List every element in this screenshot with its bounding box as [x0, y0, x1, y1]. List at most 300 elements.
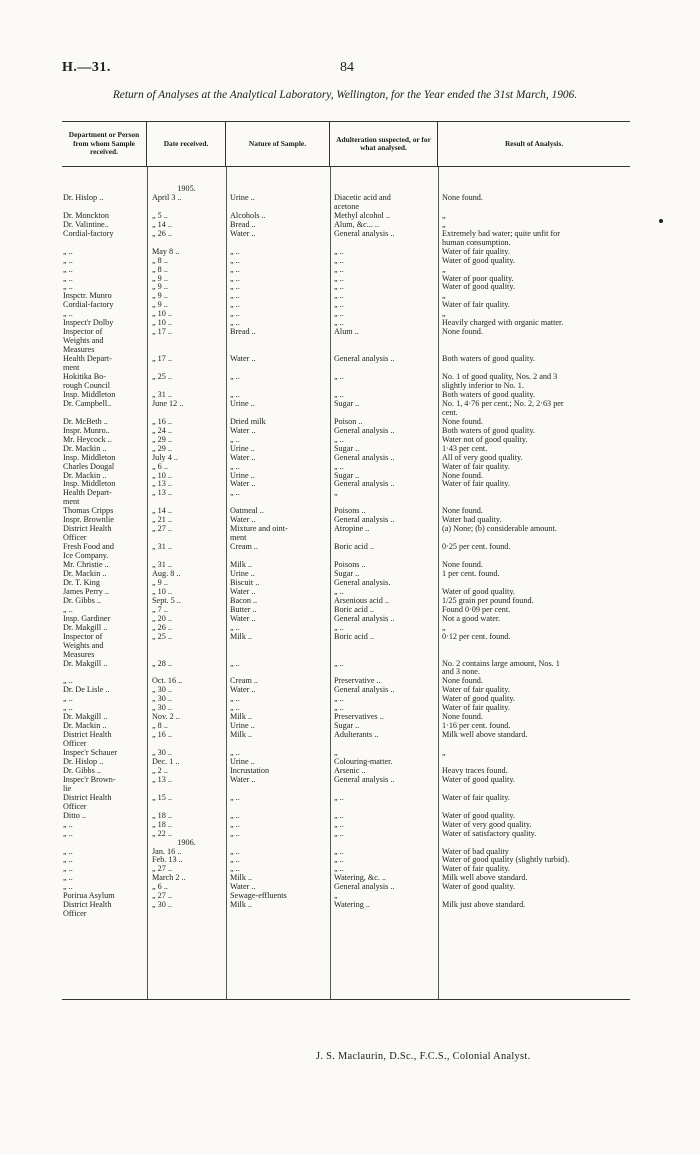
- cell-result: „: [442, 749, 446, 758]
- cell-department: Dr. Makgill ..: [63, 713, 108, 722]
- cell-adulteration: „ ..: [334, 793, 344, 802]
- cell-result: Water of good quality.: [442, 256, 515, 265]
- cell-date: Nov. 2 ..: [152, 713, 180, 722]
- table-row: [62, 230, 630, 239]
- table-row: [62, 731, 630, 740]
- cell-date: „ 25 ..: [152, 373, 173, 382]
- cell-result: [438, 651, 630, 660]
- table-row: [62, 606, 630, 615]
- table-row: [62, 651, 630, 660]
- cell-date: [147, 552, 226, 561]
- cell-nature: Mixture and oint-: [230, 525, 288, 534]
- cell-nature: „ ..: [230, 820, 240, 829]
- cell-adulteration: „ ..: [334, 292, 344, 301]
- cell-date: „ 10 ..: [152, 319, 173, 328]
- cell-date: [147, 785, 226, 794]
- cell-department: Insp. Middleton: [63, 453, 116, 462]
- cell-nature: [226, 668, 330, 677]
- cell-adulteration: „ ..: [334, 587, 344, 596]
- cell-department: „ ..: [63, 265, 73, 274]
- cell-result: None found.: [442, 561, 483, 570]
- cell-result: Water of good quality.: [442, 883, 515, 892]
- cell-date: [147, 409, 226, 418]
- cell-nature: „ ..: [230, 256, 240, 265]
- cell-result: [438, 346, 630, 355]
- cell-nature: Urine ..: [230, 193, 255, 202]
- cell-date: „ 6 ..: [152, 883, 168, 892]
- cell-department: Dr. Mackin ..: [63, 722, 107, 731]
- table-row: [62, 883, 630, 892]
- cell-department: Cordial-factory: [63, 301, 114, 310]
- cell-adulteration: „ ..: [334, 435, 344, 444]
- cell-result: None found.: [442, 507, 483, 516]
- cell-nature: „ ..: [230, 659, 240, 668]
- cell-nature: Water ..: [230, 453, 256, 462]
- table-row: [62, 552, 630, 561]
- table-row: [62, 409, 630, 418]
- cell-adulteration: Sugar ..: [334, 444, 360, 453]
- cell-date: „ 26 ..: [152, 229, 173, 238]
- cell-nature: [226, 498, 330, 507]
- cell-nature: „ ..: [230, 829, 240, 838]
- cell-department: Inspctr. Munro: [63, 292, 112, 301]
- cell-department: Dr. T. King: [63, 578, 100, 587]
- cell-result: (a) None; (b) considerable amount.: [442, 525, 557, 534]
- cell-result: Water not of good quality.: [442, 435, 528, 444]
- cell-result: Water bad quality.: [442, 516, 502, 525]
- cell-nature: [226, 651, 330, 660]
- cell-date: June 12 ..: [152, 399, 184, 408]
- cell-result: [438, 758, 630, 767]
- table-row: [62, 319, 630, 328]
- cell-date: „ 16 ..: [152, 417, 173, 426]
- cell-nature: [226, 740, 330, 749]
- cell-department: Dr. Campbell..: [63, 399, 112, 408]
- cell-nature: „ ..: [230, 319, 240, 328]
- cell-adulteration: „ ..: [334, 247, 344, 256]
- cell-department: Health Depart-: [63, 355, 112, 364]
- table-row: [62, 660, 630, 669]
- table-row: [62, 194, 630, 203]
- cell-adulteration: Alum ..: [334, 328, 359, 337]
- cell-department: Health Depart-: [63, 489, 112, 498]
- cell-nature: [226, 409, 330, 418]
- cell-nature: Bread ..: [230, 328, 256, 337]
- cell-adulteration: Methyl alcohol ..: [334, 211, 390, 220]
- cell-adulteration: Sugar ..: [334, 569, 360, 578]
- table-row: [62, 400, 630, 409]
- cell-nature: Water ..: [230, 614, 256, 623]
- cell-department: Officer: [63, 740, 87, 749]
- cell-result: Water of fair quality.: [442, 793, 510, 802]
- cell-nature: Cream ..: [230, 677, 258, 686]
- cell-result: Water of fair quality.: [442, 301, 510, 310]
- table-row: [62, 740, 630, 749]
- cell-nature: [226, 185, 330, 194]
- cell-adulteration: „ ..: [334, 695, 344, 704]
- cell-department: Officer: [63, 534, 87, 543]
- cell-date: Sept. 5 ..: [152, 596, 181, 605]
- cell-result: Water of good quality.: [442, 283, 515, 292]
- table-row: [62, 624, 630, 633]
- cell-adulteration: [330, 346, 438, 355]
- cell-adulteration: „ ..: [334, 283, 344, 292]
- cell-nature: „ ..: [230, 489, 240, 498]
- cell-nature: „ ..: [230, 847, 240, 856]
- cell-result: 1·43 per cent.: [442, 444, 488, 453]
- table-row: [62, 686, 630, 695]
- table-row: [62, 248, 630, 257]
- table-row: [62, 212, 630, 221]
- cell-result: All of very good quality.: [442, 453, 523, 462]
- cell-date: „ 27 ..: [152, 525, 173, 534]
- cell-date: April 3 ..: [152, 193, 182, 202]
- table-row: [62, 704, 630, 713]
- cell-date: „ 27 ..: [152, 892, 173, 901]
- cell-department: „ ..: [63, 874, 73, 883]
- cell-adulteration: Boric acid ..: [334, 543, 375, 552]
- margin-mark: [659, 219, 663, 223]
- cell-result: Milk just above standard.: [442, 901, 526, 910]
- cell-adulteration: [330, 839, 438, 848]
- cell-adulteration: Poisons ..: [334, 561, 366, 570]
- cell-adulteration: [330, 239, 438, 248]
- cell-department: Measures: [63, 346, 95, 355]
- cell-department: „ ..: [63, 820, 73, 829]
- cell-nature: Biscuit ..: [230, 578, 260, 587]
- cell-nature: Bacon ..: [230, 596, 258, 605]
- cell-date: „ 15 ..: [152, 793, 173, 802]
- cell-date: May 8 ..: [152, 247, 180, 256]
- cell-result: [438, 534, 630, 543]
- table-row: [62, 543, 630, 552]
- cell-result: Found 0·09 per cent.: [442, 605, 511, 614]
- cell-nature: Water ..: [230, 883, 256, 892]
- cell-result: Both waters of good quality.: [442, 426, 535, 435]
- cell-result: [438, 839, 630, 848]
- table-row: [62, 301, 630, 310]
- cell-nature: [226, 552, 330, 561]
- table-row: [62, 498, 630, 507]
- cell-department: Thomas Cripps: [63, 507, 114, 516]
- cell-nature: [226, 839, 330, 848]
- cell-adulteration: „ ..: [334, 820, 344, 829]
- table-row: [62, 418, 630, 427]
- cell-date: 1906.: [177, 838, 196, 847]
- cell-result: None found.: [442, 193, 483, 202]
- table-row: [62, 865, 630, 874]
- cell-nature: Bread ..: [230, 220, 256, 229]
- cell-adulteration: „: [334, 892, 338, 901]
- cell-date: Dec. 1 ..: [152, 758, 180, 766]
- cell-nature: [226, 364, 330, 373]
- cell-nature: „ ..: [230, 301, 240, 310]
- table-row: [62, 310, 630, 319]
- cell-adulteration: Boric acid ..: [334, 632, 375, 641]
- cell-result: cent.: [442, 408, 458, 417]
- cell-result: „: [442, 265, 446, 274]
- cell-date: „ 9 ..: [152, 301, 168, 310]
- cell-result: None found.: [442, 713, 483, 722]
- cell-department: Dr. Mackin ..: [63, 444, 107, 453]
- cell-result: Water of good quality.: [442, 587, 515, 596]
- table-row: [62, 534, 630, 543]
- cell-adulteration: „ ..: [334, 659, 344, 668]
- cell-department: [62, 185, 147, 194]
- cell-result: Milk well above standard.: [442, 874, 528, 883]
- cell-result: Water of bad quality: [442, 847, 509, 856]
- cell-department: Dr. Mackin ..: [63, 569, 107, 578]
- cell-department: [62, 203, 147, 212]
- table-row: [62, 382, 630, 391]
- cell-department: Inspr. Brownlie: [63, 516, 114, 525]
- cell-department: „ ..: [63, 283, 73, 292]
- cell-result: No. 1 of good quality, Nos. 2 and 3: [442, 373, 558, 382]
- table-row: [62, 892, 630, 901]
- cell-department: Dr. Mackin ..: [63, 471, 107, 480]
- cell-adulteration: „ ..: [334, 390, 344, 399]
- cell-date: „ 26 ..: [152, 623, 173, 632]
- cell-adulteration: Boric acid ..: [334, 605, 375, 614]
- cell-date: March 2 ..: [152, 874, 186, 883]
- cell-nature: Urine ..: [230, 471, 255, 480]
- cell-department: Dr. De Lisle ..: [63, 686, 110, 695]
- cell-result: Both waters of good quality.: [442, 390, 535, 399]
- cell-department: ment: [63, 364, 80, 373]
- table-row: [62, 642, 630, 651]
- cell-adulteration: [330, 910, 438, 919]
- cell-department: ment: [63, 498, 80, 507]
- cell-nature: Urine ..: [230, 758, 255, 766]
- cell-adulteration: Atropine ..: [334, 525, 370, 534]
- cell-department: „ ..: [63, 883, 73, 892]
- cell-adulteration: „ ..: [334, 462, 344, 471]
- table-row: [62, 713, 630, 722]
- cell-department: Porirua Asylum: [63, 892, 115, 901]
- cell-nature: „ ..: [230, 310, 240, 319]
- cell-date: „ 22 ..: [152, 829, 173, 838]
- cell-date: „ 27 ..: [152, 865, 173, 874]
- cell-date: „ 25 ..: [152, 632, 173, 641]
- cell-department: Insp. Middleton: [63, 480, 116, 489]
- cell-result: Heavily charged with organic matter.: [442, 319, 564, 328]
- cell-department: Dr. Makgill ..: [63, 623, 108, 632]
- cell-nature: Water ..: [230, 426, 256, 435]
- table-row: [62, 516, 630, 525]
- cell-result: [438, 498, 630, 507]
- cell-result: „: [442, 220, 446, 229]
- cell-nature: „ ..: [230, 695, 240, 704]
- cell-adulteration: General analysis ..: [334, 480, 395, 489]
- cell-result: None found.: [442, 471, 483, 480]
- table-row: [62, 570, 630, 579]
- cell-nature: [226, 239, 330, 248]
- cell-department: Hokitika Bo-: [63, 373, 106, 382]
- cell-result: Water of fair quality.: [442, 865, 510, 874]
- table-row: [62, 454, 630, 463]
- cell-department: District Health: [63, 731, 112, 740]
- cell-adulteration: General analysis ..: [334, 614, 395, 623]
- cell-nature: ment: [230, 534, 247, 543]
- cell-result: [438, 489, 630, 498]
- cell-department: Measures: [63, 650, 95, 659]
- cell-adulteration: General analysis ..: [334, 453, 395, 462]
- cell-nature: Water ..: [230, 587, 256, 596]
- cell-adulteration: Adulterants ..: [334, 731, 379, 740]
- cell-adulteration: Colouring-matter.: [334, 758, 393, 766]
- table-header: [62, 122, 630, 167]
- cell-department: Mr. Christie ..: [63, 561, 109, 570]
- cell-result: Water of very good quality.: [442, 820, 532, 829]
- cell-nature: „ ..: [230, 793, 240, 802]
- cell-adulteration: General analysis ..: [334, 516, 395, 525]
- cell-date: „ 8 ..: [152, 265, 168, 274]
- table-row: [62, 266, 630, 275]
- cell-result: [438, 892, 630, 901]
- cell-date: „ 9 ..: [152, 274, 168, 283]
- cell-adulteration: [330, 642, 438, 651]
- cell-nature: Water ..: [230, 516, 256, 525]
- table-row: [62, 337, 630, 346]
- cell-department: „ ..: [63, 310, 73, 319]
- cell-adulteration: „ ..: [334, 256, 344, 265]
- cell-result: Water of fair quality.: [442, 686, 510, 695]
- cell-date: 1905.: [177, 185, 196, 193]
- table-row: [62, 427, 630, 436]
- cell-result: Heavy traces found.: [442, 766, 508, 775]
- cell-date: „ 18 ..: [152, 811, 173, 820]
- cell-department: Officer: [63, 910, 87, 919]
- table-row: [62, 346, 630, 355]
- cell-adulteration: Watering, &c. ..: [334, 874, 387, 883]
- cell-department: Inspec'r Schauer: [63, 749, 117, 758]
- cell-adulteration: General analysis ..: [334, 686, 395, 695]
- table-row: [62, 275, 630, 284]
- cell-department: District Health: [63, 525, 112, 534]
- table-row: [62, 758, 630, 767]
- cell-result: [438, 910, 630, 919]
- table-row: [62, 185, 630, 194]
- cell-adulteration: acetone: [334, 202, 359, 211]
- cell-result: „: [442, 310, 446, 319]
- cell-date: „ 17 ..: [152, 328, 173, 337]
- cell-date: „ 9 ..: [152, 578, 168, 587]
- cell-date: „ 17 ..: [152, 355, 173, 364]
- cell-result: [438, 803, 630, 812]
- cell-result: None found.: [442, 677, 483, 686]
- cell-nature: [226, 785, 330, 794]
- cell-result: [438, 642, 630, 651]
- col-header-result: Result of Analysis.: [504, 138, 564, 148]
- cell-nature: Water ..: [230, 775, 256, 784]
- cell-result: „: [442, 211, 446, 220]
- table-row: [62, 588, 630, 597]
- cell-result: Water of good quality.: [442, 811, 515, 820]
- cell-department: Charles Dougal: [63, 462, 115, 471]
- col-header-adulteration: Adulteration suspected, or for what analysed.: [330, 122, 438, 166]
- table-row: [62, 776, 630, 785]
- cell-result: Extremely bad water; quite unfit for: [442, 229, 560, 238]
- table-row: [62, 695, 630, 704]
- cell-result: Water of fair quality.: [442, 480, 510, 489]
- cell-adulteration: [330, 651, 438, 660]
- cell-result: [438, 785, 630, 794]
- table-row: [62, 292, 630, 301]
- cell-result: Water of fair quality.: [442, 247, 510, 256]
- cell-result: [438, 185, 630, 194]
- cell-adulteration: „ ..: [334, 319, 344, 328]
- cell-nature: Urine ..: [230, 569, 255, 578]
- cell-nature: „ ..: [230, 856, 240, 865]
- cell-department: District Health: [63, 793, 112, 802]
- cell-department: Inspect'r Dolby: [63, 319, 114, 328]
- cell-date: „ 14 ..: [152, 507, 173, 516]
- cell-nature: „ ..: [230, 749, 240, 758]
- cell-nature: Milk ..: [230, 632, 253, 641]
- col-header-nature: Nature of Sample.: [226, 122, 330, 166]
- table-row: [62, 812, 630, 821]
- cell-nature: Alcohols ..: [230, 211, 266, 220]
- cell-nature: Milk ..: [230, 561, 253, 570]
- cell-nature: Water ..: [230, 355, 256, 364]
- cell-result: Water of good quality.: [442, 775, 515, 784]
- cell-nature: Water ..: [230, 686, 256, 695]
- cell-date: „ 30 ..: [152, 749, 173, 758]
- cell-date: „ 30 ..: [152, 686, 173, 695]
- cell-adulteration: General analysis ..: [334, 426, 395, 435]
- cell-nature: Sewage-effluents: [230, 892, 287, 901]
- cell-nature: „ ..: [230, 283, 240, 292]
- cell-department: lie: [63, 784, 72, 793]
- cell-date: „ 30 ..: [152, 901, 173, 910]
- table-row: [62, 767, 630, 776]
- cell-date: Oct. 16 ..: [152, 677, 183, 686]
- cell-nature: Urine ..: [230, 722, 255, 731]
- table-title: Return of Analyses at the Analytical Laboratory, Wellington, for the Year ended the 31st March, 1906.: [112, 89, 578, 101]
- cell-date: July 4 ..: [152, 453, 178, 462]
- cell-department: James Perry ..: [63, 587, 109, 596]
- cell-adulteration: General analysis ..: [334, 775, 395, 784]
- cell-date: Jan. 16 ..: [152, 847, 182, 856]
- col-header-date: Date received.: [147, 122, 226, 166]
- cell-adulteration: Sugar ..: [334, 471, 360, 480]
- cell-adulteration: [330, 668, 438, 677]
- cell-nature: Oatmeal ..: [230, 507, 264, 516]
- cell-date: „ 8 ..: [152, 256, 168, 265]
- cell-nature: [226, 337, 330, 346]
- report-reference: H.—31.: [62, 60, 111, 75]
- cell-adulteration: Preservative ..: [334, 677, 381, 686]
- cell-department: „ ..: [63, 847, 73, 856]
- cell-date: „ 24 ..: [152, 426, 173, 435]
- cell-date: [147, 803, 226, 812]
- cell-result: No. 1, 4·76 per cent.; No. 2, 2·63 per: [442, 399, 564, 408]
- cell-date: [147, 498, 226, 507]
- cell-nature: Cream ..: [230, 543, 258, 552]
- cell-result: [438, 337, 630, 346]
- cell-nature: „ ..: [230, 811, 240, 820]
- cell-adulteration: [330, 498, 438, 507]
- cell-result: Water of good quality (slightly turbid).: [442, 856, 570, 865]
- cell-adulteration: General analysis ..: [334, 229, 395, 238]
- cell-result: Water of fair quality.: [442, 704, 510, 713]
- table-row: [62, 803, 630, 812]
- cell-date: „ 30 ..: [152, 704, 173, 713]
- cell-date: [147, 382, 226, 391]
- cell-nature: „ ..: [230, 865, 240, 874]
- cell-nature: „ ..: [230, 247, 240, 256]
- cell-date: [147, 668, 226, 677]
